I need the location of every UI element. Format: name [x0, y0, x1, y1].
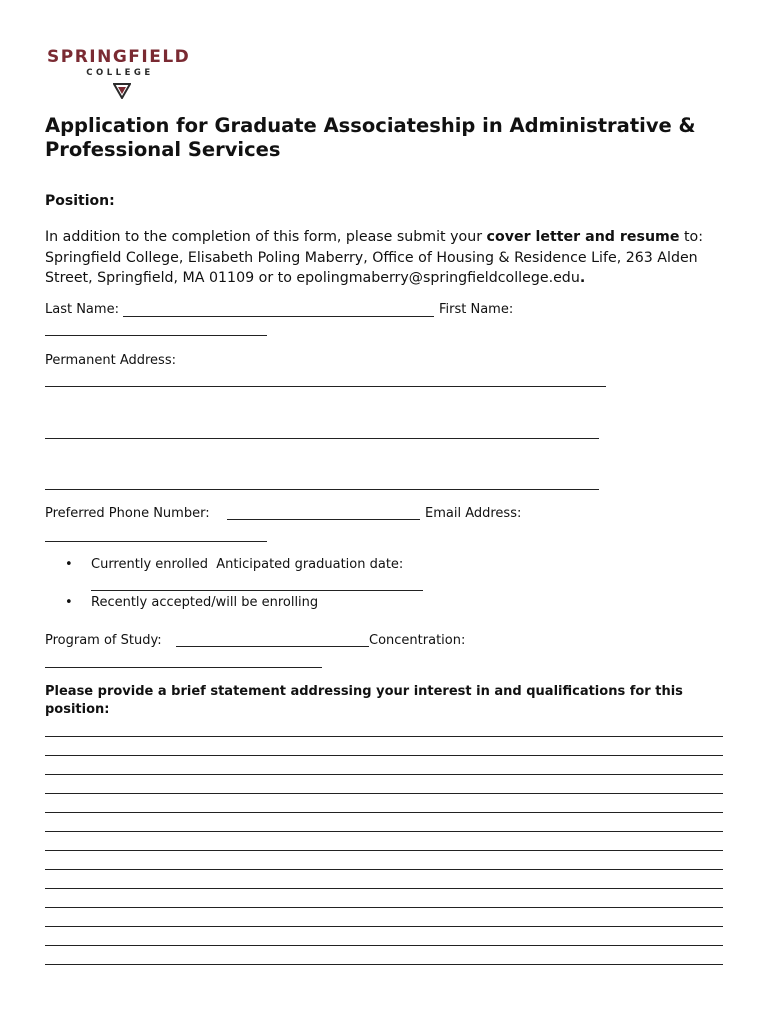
- enrolled-label: Currently enrolled: [91, 557, 208, 572]
- address-line-1[interactable]: [45, 386, 606, 387]
- accepted-option[interactable]: [65, 594, 318, 612]
- phone-field[interactable]: [227, 519, 420, 520]
- anticipated-label: Anticipated graduation date:: [216, 557, 404, 572]
- email-label: Email Address:: [425, 506, 522, 521]
- statement-line[interactable]: [45, 926, 723, 927]
- statement-line[interactable]: [45, 736, 723, 737]
- email-field[interactable]: [45, 541, 267, 542]
- statement-line[interactable]: [45, 755, 723, 756]
- phone-label: Preferred Phone Number:: [45, 506, 210, 521]
- accepted-label: Recently accepted/will be enrolling: [91, 595, 319, 610]
- logo-name-top: SPRINGFIELD: [47, 47, 191, 67]
- statement-prompt: Please provide a brief statement addressing your interest in and qualifications for this position:: [45, 684, 683, 717]
- name-row: [45, 301, 119, 319]
- statement-line[interactable]: [45, 945, 723, 946]
- statement-line[interactable]: [45, 869, 723, 870]
- first-name-field[interactable]: [45, 335, 267, 336]
- intro-bold-text: cover letter and resume: [486, 229, 680, 245]
- statement-line[interactable]: [45, 774, 723, 775]
- concentration-label: Concentration:: [369, 633, 466, 648]
- intro-text-1: In addition to the completion of this form, please submit your: [45, 229, 487, 245]
- last-name-field[interactable]: [123, 316, 434, 317]
- form-title: Application for Graduate Associateship in Administrative & Professional Services: [45, 114, 696, 161]
- concentration-field[interactable]: [45, 667, 322, 668]
- permanent-address-label: Permanent Address:: [45, 353, 176, 368]
- statement-line[interactable]: [45, 831, 723, 832]
- first-name-label: First Name:: [439, 302, 514, 317]
- statement-line[interactable]: [45, 964, 723, 965]
- intro-text-2: to: Springfield College, Elisabeth Poling Maberry, Office of Housing & Residence Life, 263 Alden Street, Springfield, MA 01109 or to epolingmaberry@springfieldcollege.edu: [45, 229, 704, 286]
- college-logo: [47, 48, 197, 104]
- statement-line[interactable]: [45, 907, 723, 908]
- statement-line[interactable]: [45, 812, 723, 813]
- program-field[interactable]: [176, 646, 369, 647]
- address-line-3[interactable]: [45, 489, 599, 490]
- intro-paragraph: [45, 227, 735, 289]
- statement-line[interactable]: [45, 888, 723, 889]
- enrolled-option[interactable]: [65, 556, 403, 574]
- statement-line[interactable]: [45, 793, 723, 794]
- logo-triangle-icon: [113, 83, 131, 99]
- program-label: Program of Study:: [45, 633, 162, 648]
- graduation-date-field[interactable]: [91, 590, 423, 591]
- last-name-label: Last Name:: [45, 302, 119, 317]
- address-line-2[interactable]: [45, 438, 599, 439]
- bullet-icon: •: [65, 595, 73, 610]
- bullet-icon: •: [65, 557, 73, 572]
- intro-end: .: [579, 270, 586, 286]
- logo-name-bottom: COLLEGE: [86, 68, 154, 78]
- position-label: Position:: [45, 193, 115, 209]
- statement-line[interactable]: [45, 850, 723, 851]
